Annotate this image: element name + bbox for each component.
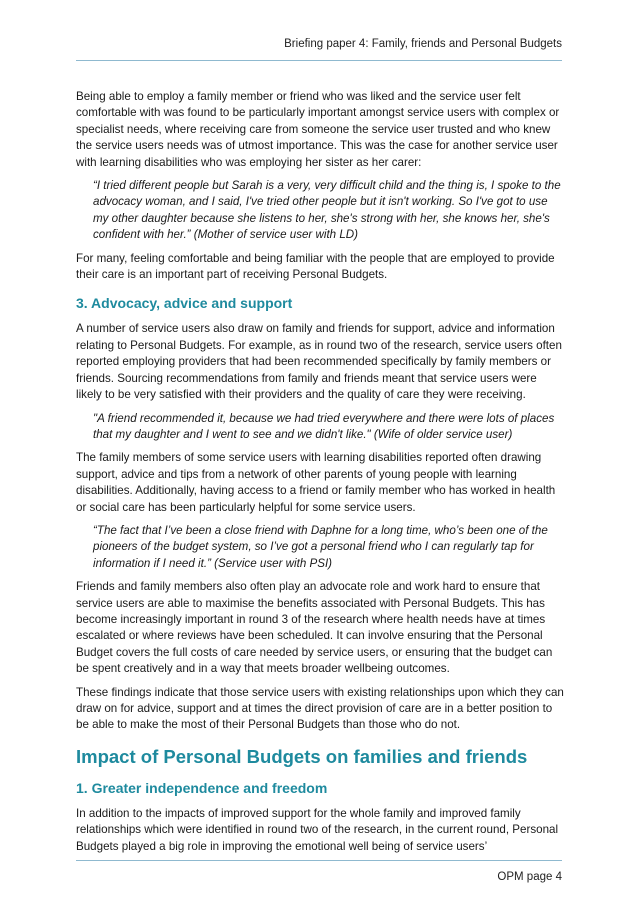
quote: "A friend recommended it, because we had tried everywhere and there were lots of places that my daughter and I went to see and we didn't like." (Wife of older service user) — [93, 411, 555, 441]
page-number: OPM page 4 — [497, 871, 562, 883]
paragraph: The family members of some service users with learning disabilities reported often drawing support, advice and tips from a network of other parents of young people with learning disabilities. Additionally, having access to a friend or family member who has worked in health or social care has been particularly helpful for some service users. — [76, 451, 556, 514]
chapter-heading-impact: Impact of Personal Budgets on families and friends — [76, 745, 528, 767]
quote: “The fact that I’ve been a close friend with Daphne for a long time, who’s been one of the pioneers of the budget system, so I’ve got a personal friend who I can regularly tap for information if I need it.” (Service user with PSI) — [93, 523, 548, 570]
paragraph: In addition to the impacts of improved support for the whole family and improved family relationships which were identified in round two of the research, in the current round, Personal Budgets played a big role in improving the emotional well being of service users’ — [76, 806, 559, 853]
running-header: Briefing paper 4: Family, friends and Personal Budgets — [284, 38, 562, 50]
paragraph: These findings indicate that those service users with existing relationships upon which they can draw on for advice, support and at times the direct provision of care are in a better position to be able to make the most of their Personal Budgets than those who do not. — [76, 685, 564, 732]
section-heading-independence: 1. Greater independence and freedom — [76, 779, 328, 796]
header-divider — [76, 60, 562, 61]
paragraph: For many, feeling comfortable and being familiar with the people that are employed to provide their care is an important part of receiving Personal Budgets. — [76, 251, 555, 282]
section-heading-advocacy: 3. Advocacy, advice and support — [76, 295, 293, 312]
paragraph: Being able to employ a family member or friend who was liked and the service user felt comfortable with was found to be particularly important amongst service users with complex or specialist needs, where receiving care from someone the service user trusted and who knew the service users needs was of utmost importance. This was the case for another service user with learning disabilities who was employing her sister as her carer: — [76, 90, 560, 169]
page-body — [76, 89, 564, 862]
footer-divider — [76, 860, 562, 861]
quote: “I tried different people but Sarah is a very, very difficult child and the thing is, I spoke to the advocacy woman, and I said, I've tried other people but it isn't working. So I've got to use my other daughter because she listens to her, she's strong with her, she knows her, she's confident with her.” (Mother of service user with LD) — [93, 179, 561, 242]
paragraph: Friends and family members also often play an advocate role and work hard to ensure that service users are able to maximise the benefits associated with Personal Budgets. This has become increasingly important in round 3 of the research where health needs have at times escalated or where reviews have been scheduled. It can involve ensuring that the Personal Budget covers the full costs of care needed by service users, or ensuring that the budget can be spent creatively and in a way that meets broader wellbeing outcomes. — [76, 580, 553, 676]
paragraph: A number of service users also draw on family and friends for support, advice and information relating to Personal Budgets. For example, as in round two of the research, service users often reported employing providers that had been recommended specifically by family members or friends. Sourcing recommendations from family and friends meant that service users were likely to be very satisfied with their providers and the quality of care they were receiving. — [76, 322, 562, 402]
